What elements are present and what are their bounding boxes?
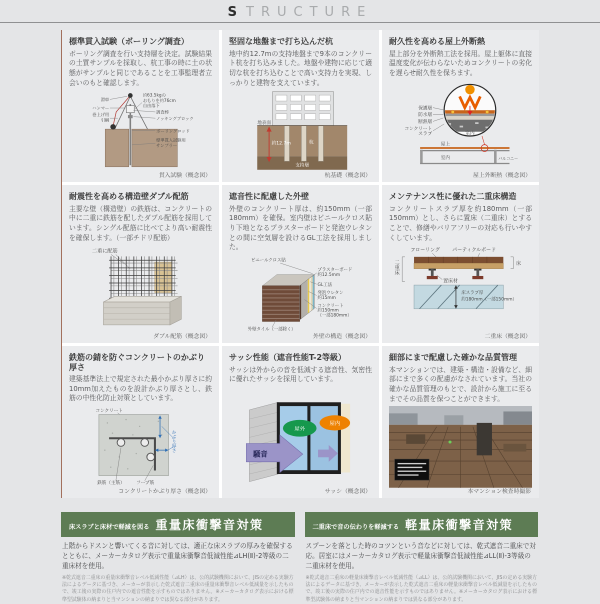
- panel-title: 鉄筋の錆を防ぐコンクリートのかぶり厚さ: [69, 353, 205, 372]
- form-board: [155, 262, 172, 292]
- double-floor-svg: [389, 245, 532, 332]
- label-main-bar: 鉄筋（主筋）: [97, 481, 125, 487]
- panel-body: サッシは外からの音を低減する遮音性、気密性に優れたサッシを採用しています。: [229, 365, 372, 384]
- label-sampler-2: サンプラー: [156, 143, 178, 149]
- panel-body: コンクリートスラブ厚を約180mm（一部150mm）とし、さらに置床（二重床）とすることで、修繕やバリアフリーの対応も行いやすくしています。: [389, 204, 532, 242]
- label-balcony: バルコニー: [498, 155, 519, 161]
- panel-caption: 杭基礎（概念図）: [324, 172, 371, 179]
- pulley-shape: [128, 93, 133, 98]
- panel-rooftop-insulation: [382, 30, 539, 182]
- hammer-shape: [126, 106, 134, 113]
- label-concrete-1: コンクリート: [317, 303, 344, 309]
- panel-body: 本マンションでは、建築・構造・設備など、細部にまで多くの配慮がなされています。当社の確かな品質管理のもとで、設計から施工に至るまでその品質を保つことができます。: [389, 365, 532, 403]
- exterior-wall-shape: [249, 402, 278, 481]
- label-rope-2: 引綱: [100, 117, 110, 123]
- panel-sash-performance: [222, 346, 379, 498]
- label-indoor: 室内: [440, 155, 450, 161]
- column-right: [494, 149, 497, 163]
- label-sampler-1: 標準貫入試験用: [156, 137, 186, 143]
- cover-diagram-svg: [69, 406, 212, 488]
- pedestal: [427, 269, 438, 279]
- column-left: [420, 149, 423, 163]
- layer-air-gap: [309, 277, 310, 312]
- main-bar-shape: [147, 453, 155, 461]
- panel-title: 堅固な地盤まで打ち込んだ杭: [229, 37, 333, 46]
- particle-board-shape: [414, 263, 503, 268]
- banner-tagline: 床スラブと床材で軽減を図る: [69, 524, 150, 531]
- label-insulation: 断熱層: [418, 119, 433, 125]
- panel-title: 遮音性に配慮した外壁: [229, 192, 309, 201]
- sun-icon: [465, 84, 474, 93]
- label-protective: 保護層: [418, 105, 433, 111]
- label-depth: 約12.7m: [271, 141, 291, 147]
- winch-shape: [110, 124, 115, 129]
- label-concrete-2: 約150mm: [317, 308, 339, 314]
- page-title-initial: S: [227, 5, 245, 20]
- wall-top-face: [103, 296, 181, 302]
- photo-form: [503, 444, 526, 452]
- header-divider: [0, 22, 600, 23]
- label-flooring: フローリング: [410, 247, 440, 254]
- label-indoor: 屋内: [329, 421, 341, 428]
- inspection-photo: [389, 406, 532, 487]
- panel-caption: 貫入試験（概念図）: [158, 172, 211, 179]
- spt-diagram-svg: [69, 90, 212, 171]
- panel-caption: 外壁の構造（概念図）: [313, 333, 371, 340]
- banner-body: 上階からドスンと響いてくる音に対しては、適正な床スラブの厚みを確保するとともに、メーカーカタログ表示で重量床衝撃音低減性能⊿LH(Ⅱ)-2等級の二重床材を使用。: [62, 542, 293, 570]
- banner-tagline: 二重床で音の伝わりを軽減する: [312, 524, 400, 531]
- label-tile: 外壁タイル（一部除く）: [247, 327, 296, 333]
- banner-title: 重量床衝撃音対策: [155, 518, 264, 532]
- banner-light-impact-sound: [305, 512, 539, 604]
- detail-marker-line: [482, 136, 485, 145]
- label-knocking-block: ノッキングブロック: [156, 115, 194, 121]
- wall-structure-svg: [229, 255, 372, 333]
- panel-title: 耐震性を高める構造壁ダブル配筋: [69, 192, 189, 201]
- double-rebar-diagram: [69, 245, 212, 332]
- concrete-cover-diagram: [69, 406, 212, 488]
- label-support-layer: 支持層: [295, 163, 310, 169]
- rebar-grid-back: [111, 257, 178, 301]
- panel-driven-piles: [222, 30, 379, 182]
- photo-signboard: [395, 459, 429, 480]
- tile-face: [262, 286, 299, 322]
- label-urethane-1: 発泡ウレタン: [317, 290, 344, 296]
- label-concrete: コンクリート: [95, 409, 123, 415]
- label-plasterboard-2: 約12.5mm: [317, 272, 341, 278]
- banner-heavy-impact-sound: [61, 512, 295, 604]
- panel-body: 地中約12.7mの支持地盤まで9本のコンクリート杭を打ち込みました。地盤や建物に応じて適切な杭を打ち込むことで高い支持力を実現、しっかりと建物を支えています。: [229, 49, 372, 87]
- label-waterproof: 防水層: [418, 112, 433, 118]
- panel-body: ボーリング調査を行い支持層を決定。試験結果の土質サンプルを採取し、杭工事の時に土の状態がサンプルと同じであることを工事監理者立会いのもと確認します。: [69, 49, 212, 87]
- label-vinyl: ビニールクロス貼: [251, 258, 286, 264]
- label-slab-thickness-1: 床スラブ厚: [461, 291, 484, 297]
- panel-title: サッシ性能（遮音性能T-2等級）: [229, 353, 347, 362]
- label-rooftop: 屋上: [440, 141, 450, 147]
- sound-countermeasure-banners: [61, 512, 538, 604]
- sash-diagram: [229, 387, 372, 488]
- main-bar-shape: [117, 439, 125, 447]
- label-hoop: フープ筋: [136, 481, 155, 487]
- reflect-dot: [485, 110, 488, 113]
- pile-foundation-diagram: [229, 90, 372, 171]
- panel-double-reinforcement: [62, 185, 219, 343]
- panel-caption: サッシ（概念図）: [324, 488, 371, 495]
- panel-body: 建築基準法上で規定された最小かぶり厚さに約10mm加えたものを設計かぶり厚さとし、鉄筋の中性化防止対策としています。: [69, 375, 212, 403]
- label-outdoor: 屋外: [294, 426, 306, 433]
- panel-caption: 二重床（概念図）: [484, 333, 531, 340]
- inspection-photo-svg: [389, 406, 532, 487]
- pedestal: [472, 269, 483, 279]
- banner-body: スプーンを落とした時のコツンという音などに対しては、乾式遮音二重床で対応。居室にはメーカーカタログ表示で軽量床衝撃音低減性能⊿LL(Ⅱ)-3等級の二重床材を使用。: [305, 542, 536, 570]
- panel-caption: ダブル配筋（概念図）: [153, 333, 211, 340]
- panel-caption: コンクリートかぶり厚さ（概念図）: [118, 488, 211, 495]
- label-slab-1: コンクリート: [404, 126, 433, 132]
- label-rod-top: 調査棒: [156, 109, 169, 115]
- panel-body: 外壁のコンクリート厚は、約150mm（一部180mm）を確保。室内壁はビニールクロス貼り下地となるプラスターボードと発泡ウレタンとの間に空気層を設けるGL工法を採用しました。: [229, 204, 372, 252]
- page-title: [0, 5, 600, 20]
- panel-title: 耐久性を高める屋上外断熱: [389, 37, 485, 46]
- photo-marker-light: [448, 441, 451, 444]
- panel-title: 細部にまで配慮した確かな品質管理: [389, 353, 517, 362]
- label-rope-1: 巻上げ用: [92, 112, 110, 118]
- label-urethane-2: 約15mm: [317, 295, 336, 301]
- double-floor-diagram: [389, 245, 532, 332]
- layer-concrete: [301, 279, 307, 318]
- layer-vinyl: [313, 274, 315, 309]
- label-floor-support: 置床材: [443, 278, 458, 285]
- banner-header: [305, 512, 539, 537]
- label-double-bars: 二重に配筋: [92, 248, 118, 255]
- label-weight-1: 約63.5kgの: [142, 92, 166, 98]
- label-ground-surface: 地表面: [257, 121, 271, 127]
- interior-wall-strip: [341, 404, 350, 473]
- label-boring-rod: ボーリングロッド: [156, 128, 190, 134]
- flooring-shape: [414, 257, 503, 263]
- panel-caption: 屋上外断熱（概念図）: [473, 172, 531, 179]
- label-weight-2: おもりを約76cm: [142, 97, 176, 103]
- spt-diagram: [69, 90, 212, 171]
- banner-title: 軽量床衝撃音対策: [405, 518, 514, 532]
- main-bar-shape: [141, 439, 149, 447]
- soil-left: [105, 129, 129, 167]
- panel-exterior-wall: [222, 185, 379, 343]
- photo-building: [389, 414, 418, 425]
- photo-building: [444, 415, 463, 425]
- layer-tile-edge: [300, 284, 302, 319]
- label-indoor-circle: 室内: [465, 130, 475, 136]
- label-cover: かぶり厚さ: [171, 429, 177, 453]
- panel-body: 主要な壁（構造壁）の鉄筋は、コンクリートの中に二重に鉄筋を配したダブル配筋を採用しています。シングル配筋に比べてより高い耐震性を確保します。（一部チドリ配筋）: [69, 204, 212, 242]
- label-slab-thickness-2: 約180mm（一部150mm）: [461, 297, 517, 303]
- banner-note: ※乾式遮音二重床の軽量床衝撃音レベル低減性能（⊿LL）は、公的試験機関において、JISの定める実験方法によるデータに基づき、メーカーが表示した乾式遮音二重床の軽量床衝撃音レベル低減量を示したもので、竣工後の実際の住戸内での遮音性能を示すものではありません。※メーカーカタログ表示における標準型試験体の納まりと当マンションの納まりでは異なる部分があります。: [305, 574, 537, 603]
- layer-urethane: [308, 278, 310, 313]
- panel-title: メンテナンス性に優れた二重床構造: [389, 192, 517, 201]
- label-particle-board: パーティクルボード: [452, 247, 496, 254]
- page-title-rest: TRUCTURE: [246, 5, 373, 20]
- photo-building: [503, 412, 532, 425]
- panel-double-floor: [382, 185, 539, 343]
- photo-form: [406, 434, 425, 444]
- label-plasterboard-1: プラスターボード: [317, 268, 353, 274]
- panel-boring-survey: [62, 30, 219, 182]
- exterior-wall-diagram: [229, 255, 372, 333]
- label-gl: GL工法: [317, 282, 333, 288]
- label-slab-2: スラブ: [418, 131, 433, 137]
- photo-column-form: [477, 423, 492, 455]
- reflect-dot: [451, 110, 454, 113]
- rebar-diagram-svg: [69, 245, 212, 332]
- pile-diagram-svg: [229, 90, 372, 171]
- panel-title: 標準貫入試験（ボーリング調査）: [69, 37, 189, 46]
- sash-diagram-svg: [229, 387, 372, 488]
- label-floor: 床: [516, 261, 521, 268]
- label-pile: 杭: [308, 140, 314, 146]
- knocking-block-shape: [128, 115, 133, 118]
- panel-caption: 本マンション検査時撮影: [467, 488, 531, 495]
- panel-quality-control: [382, 346, 539, 498]
- label-hammer: ハンマー: [92, 105, 110, 111]
- panel-grid: [61, 30, 539, 498]
- panel-concrete-cover: [62, 346, 219, 498]
- label-double-floor: 二重床: [393, 259, 400, 276]
- insulation-diagram-svg: [389, 81, 532, 172]
- banner-header: [61, 512, 295, 537]
- rooftop-insulation-diagram: [389, 81, 532, 172]
- label-noise: 騒音: [253, 449, 268, 459]
- concrete-shape: [99, 415, 169, 476]
- banner-note: ※乾式遮音二重床の重量床衝撃音レベル低減性能（⊿LH）は、公的試験機関において、JISの定める実験方法によるデータに基づき、メーカーが表示した乾式遮音二重床の重量床衝撃音レベル低減量を示したもので、竣工後の実際の住戸内での遮音性能を示すものではありません。※メーカーカタログ表示における標準型試験体の納まりと当マンションの納まりでは異なる部分があります。: [62, 574, 294, 603]
- panel-body: 屋上部分を外断熱工法を採用。屋上躯体に直接温度変化が伝わらないためコンクリートの劣化を遅らせ耐久性を保ちます。: [389, 49, 532, 77]
- label-pulley: 滑車: [100, 97, 110, 103]
- label-weight-3: 自由落下: [142, 103, 160, 109]
- label-concrete-3: （一部180mm）: [317, 313, 352, 319]
